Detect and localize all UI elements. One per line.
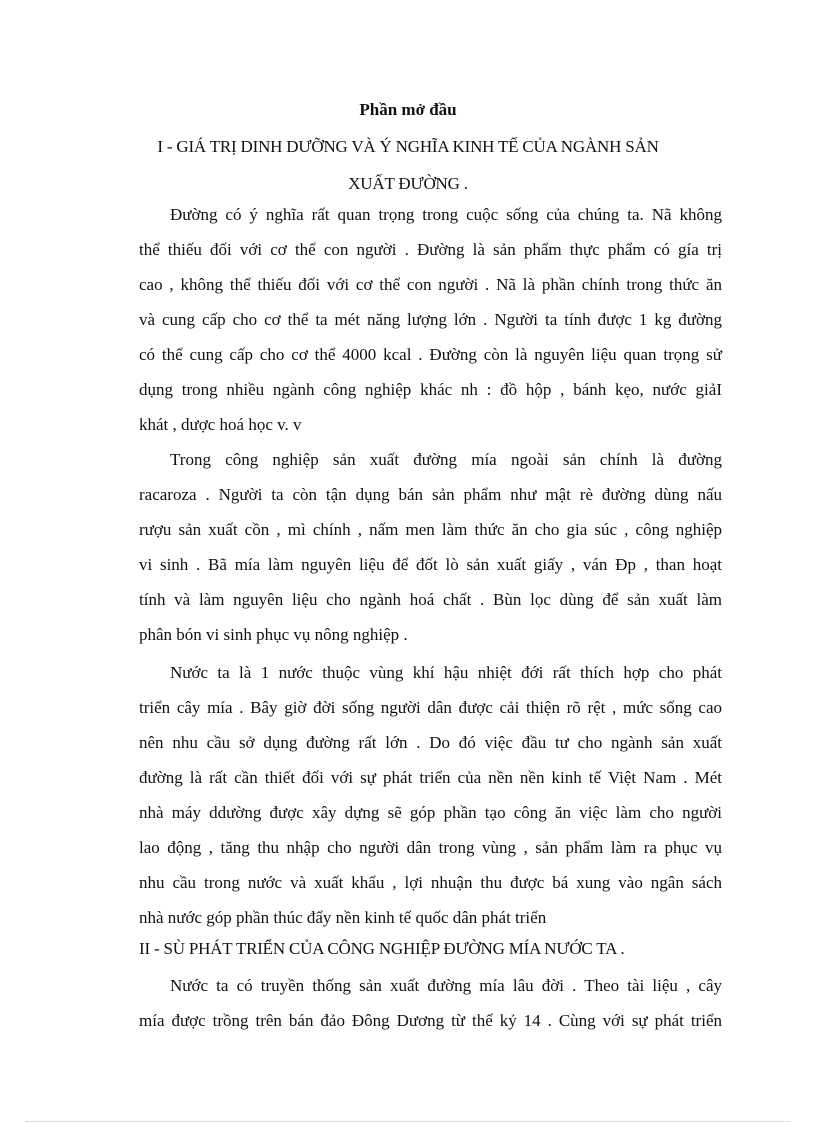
paragraph-2-line: tính và làm nguyên liệu cho ngành hoá chất . Bùn lọc dùng để sản xuất làm: [139, 590, 722, 609]
page-title: Phần mở đầu: [359, 100, 457, 119]
paragraph-2-line: Trong công nghiệp sản xuất đường mía ngoài sản chính là đường: [170, 450, 722, 469]
paragraph-1-line: Đường có ý nghĩa rất quan trọng trong cuộc sống của chúng ta. Nã không: [170, 205, 722, 224]
paragraph-2-line: phân bón vi sinh phục vụ nông nghiệp .: [139, 625, 408, 644]
paragraph-1-line: cao , không thể thiếu đối với cơ thể con người . Nã là phần chính trong thức ăn: [139, 275, 722, 294]
paragraph-3-line: đường là rất cần thiết đối với sự phát triển của nền nền kinh tế Việt Nam . Mét: [139, 768, 722, 787]
page-bottom-rule: [26, 1121, 790, 1122]
paragraph-1-line: khát , dược hoá học v. v: [139, 415, 302, 434]
paragraph-3-line: nhà nước góp phần thúc đẩy nền kinh tế quốc dân phát triển: [139, 908, 547, 927]
paragraph-1-line: dụng trong nhiều ngành công nghiệp khác nh : đồ hộp , bánh kẹo, nước giảI: [139, 380, 722, 399]
paragraph-2-line: vi sinh . Bã mía làm nguyên liệu để đốt lò sản xuất giấy , ván Đp , than hoạt: [139, 555, 722, 574]
paragraph-1-line: và cung cấp cho cơ thể ta mét năng lượng lớn . Người ta tính được 1 kg đường: [139, 310, 722, 329]
paragraph-4-line: mía được trồng trên bán đảo Đông Dương từ thế kỷ 14 . Cùng với sự phát triển: [139, 1011, 722, 1030]
paragraph-3-line: Nước ta là 1 nước thuộc vùng khí hậu nhiệt đới rất thích hợp cho phát: [170, 663, 722, 682]
section-heading-1-continued: XUẤT ĐƯỜNG .: [348, 174, 468, 193]
section-heading-2: II - SÙ PHÁT TRIỂN CỦA CÔNG NGHIỆP ĐƯỜNG MÍA NƯỚC TA .: [139, 939, 625, 958]
paragraph-3-line: triển cây mía . Bây giờ đời sống người dân được cải thiện rõ rệt , mức sống cao: [139, 698, 722, 717]
paragraph-2-line: racaroza . Người ta còn tận dụng bán sản phẩm như mật rè đường dùng nấu: [139, 485, 722, 504]
paragraph-3-line: lao động , tăng thu nhập cho người dân trong vùng , sản phẩm làm ra phục vụ: [139, 838, 722, 857]
paragraph-3-line: nhà máy ddường được xây dựng sẽ góp phần tạo công ăn việc làm cho người: [139, 803, 722, 822]
paragraph-4-line: Nước ta có truyền thống sản xuất đường mía lâu đời . Theo tài liệu , cây: [170, 976, 722, 995]
paragraph-3-line: nên nhu cầu sở dụng đường rất lớn . Do đó việc đầu tư cho ngành sản xuất: [139, 733, 722, 752]
paragraph-3-line: nhu cầu trong nước và xuất khẩu , lợi nhuận thu được bá xung vào ngân sách: [139, 873, 722, 892]
section-heading-1: I - GIÁ TRỊ DINH DƯỠNG VÀ Ý NGHĨA KINH TẾ CỦA NGÀNH SẢN: [157, 137, 659, 156]
paragraph-1-line: có thể cung cấp cho cơ thể 4000 kcal . Đường còn là nguyên liệu quan trọng sử: [139, 345, 722, 364]
paragraph-1-line: thể thiếu đối với cơ thể con người . Đường là sản phẩm thực phẩm có gía trị: [139, 240, 722, 259]
paragraph-2-line: rượu sản xuất cồn , mì chính , nấm men làm thức ăn cho gia súc , công nghiệp: [139, 520, 722, 539]
